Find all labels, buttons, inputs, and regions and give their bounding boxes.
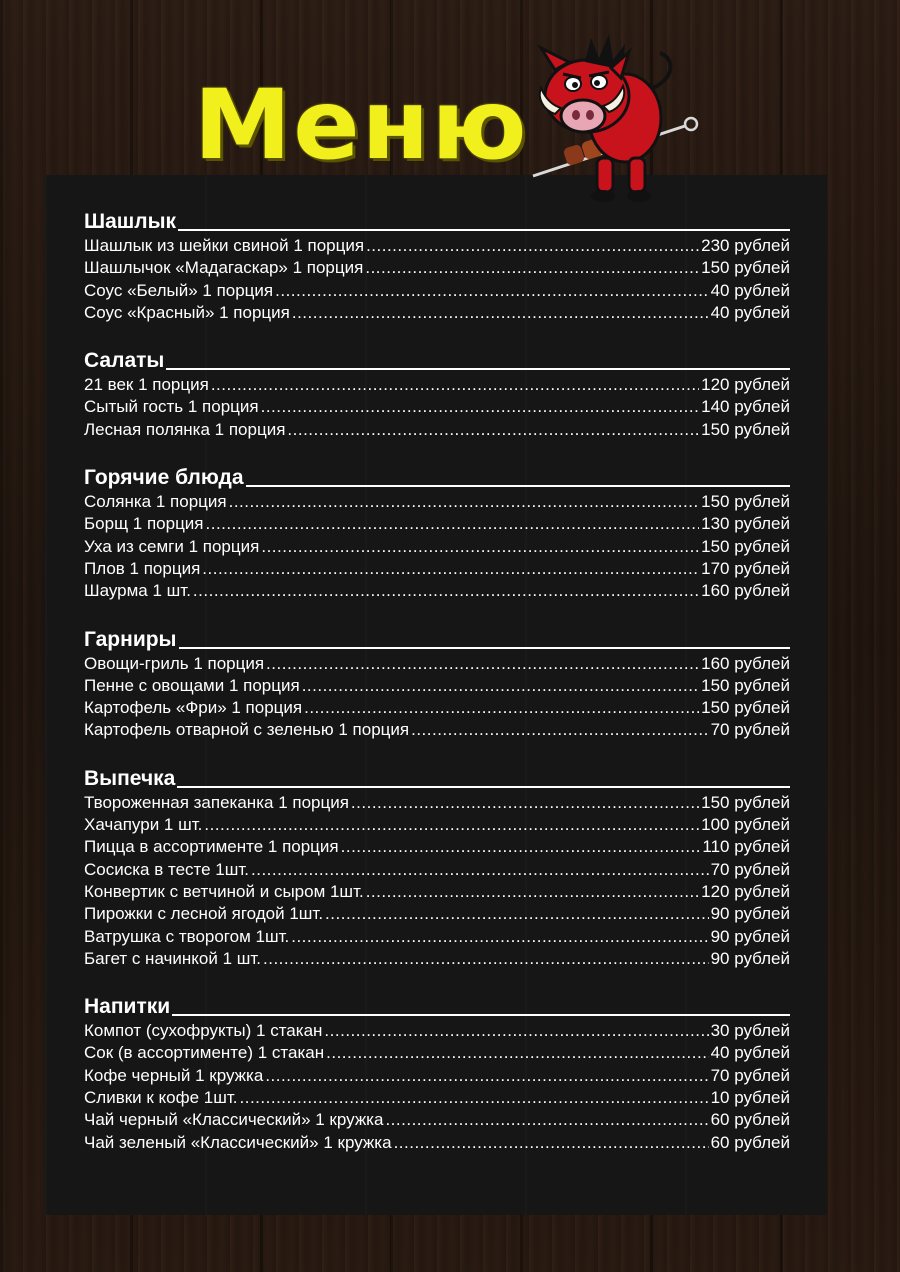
item-name: Пирожки с лесной ягодой 1шт. xyxy=(84,904,324,924)
item-name: Пицца в ассортименте 1 порция xyxy=(84,837,339,857)
dot-leader xyxy=(204,815,699,835)
section-header xyxy=(84,345,790,373)
item-name: Шаурма 1 шт. xyxy=(84,581,191,601)
item-name: Сок (в ассортименте) 1 стакан xyxy=(84,1043,325,1063)
dot-leader xyxy=(251,860,709,880)
item-name: Кофе черный 1 кружка xyxy=(84,1065,264,1085)
section-header xyxy=(84,991,790,1019)
item-price: 70 рублей xyxy=(710,859,790,879)
boar-with-skewer-icon xyxy=(525,18,705,208)
item-name: Соус «Красный» 1 порция xyxy=(84,302,290,322)
item-price: 60 рублей xyxy=(710,1132,790,1152)
item-price: 90 рублей xyxy=(710,926,790,946)
item-name: Хачапури 1 шт. xyxy=(84,815,203,835)
dot-leader xyxy=(266,654,699,674)
item-price: 40 рублей xyxy=(710,302,790,322)
menu-item xyxy=(84,420,790,442)
dot-leader xyxy=(326,1043,708,1063)
dot-leader xyxy=(411,720,708,740)
dot-leader xyxy=(385,1110,708,1130)
section-title: Салаты xyxy=(84,349,165,373)
item-price: 160 рублей xyxy=(701,581,790,601)
item-price: 30 рублей xyxy=(710,1021,790,1041)
item-price: 40 рублей xyxy=(710,280,790,300)
item-price: 150 рублей xyxy=(701,792,790,812)
section-underline xyxy=(246,485,790,487)
item-price: 110 рублей xyxy=(702,837,790,857)
item-price: 90 рублей xyxy=(710,904,790,924)
item-name: Компот (сухофрукты) 1 стакан xyxy=(84,1021,323,1041)
item-name: Конвертик с ветчиной и сыром 1шт. xyxy=(84,881,364,901)
item-name: Уха из семги 1 порция xyxy=(84,536,260,556)
item-name: Картофель отварной с зеленью 1 порция xyxy=(84,720,410,740)
menu-item xyxy=(84,303,790,325)
dot-leader xyxy=(325,904,709,924)
menu-item xyxy=(84,676,790,698)
section-header xyxy=(84,763,790,791)
menu-item xyxy=(84,1133,790,1155)
menu-section xyxy=(84,991,790,1155)
menu-section xyxy=(84,462,790,603)
menu-item xyxy=(84,537,790,559)
section-underline xyxy=(179,647,791,649)
dot-leader xyxy=(265,1066,708,1086)
menu-section xyxy=(84,206,790,325)
item-price: 150 рублей xyxy=(701,675,790,695)
dot-leader xyxy=(240,1088,709,1108)
dot-leader xyxy=(275,281,708,301)
dot-leader xyxy=(366,236,699,256)
item-name: Соус «Белый» 1 порция xyxy=(84,280,274,300)
dot-leader xyxy=(261,397,700,417)
section-underline xyxy=(166,368,790,370)
menu-item xyxy=(84,581,790,603)
item-price: 150 рублей xyxy=(701,258,790,278)
item-name: Твороженная запеканка 1 порция xyxy=(84,792,349,812)
menu-item xyxy=(84,860,790,882)
dot-leader xyxy=(365,258,699,278)
menu-title: Меню xyxy=(193,69,529,181)
dot-leader xyxy=(263,949,709,969)
item-price: 140 рублей xyxy=(701,397,790,417)
item-price: 10 рублей xyxy=(710,1088,790,1108)
dot-leader xyxy=(229,492,700,512)
item-name: Шашлык из шейки свиной 1 порция xyxy=(84,236,365,255)
item-price: 160 рублей xyxy=(701,653,790,673)
item-price: 70 рублей xyxy=(710,720,790,740)
dot-leader xyxy=(394,1133,709,1153)
dot-leader xyxy=(302,676,699,696)
item-name: Шашлычок «Мадагаскар» 1 порция xyxy=(84,258,364,278)
item-name: 21 век 1 порция xyxy=(84,375,209,395)
menu-item xyxy=(84,815,790,837)
menu-section xyxy=(84,624,790,743)
dot-leader xyxy=(304,698,699,718)
menu-item xyxy=(84,927,790,949)
menu-item xyxy=(84,258,790,280)
menu-item xyxy=(84,281,790,303)
item-price: 230 рублей xyxy=(701,236,790,255)
dot-leader xyxy=(211,375,699,395)
item-name: Багет с начинкой 1 шт. xyxy=(84,948,262,968)
item-price: 150 рублей xyxy=(701,536,790,556)
dot-leader xyxy=(193,581,699,601)
item-name: Солянка 1 порция xyxy=(84,492,227,512)
menu-item xyxy=(84,720,790,742)
item-price: 100 рублей xyxy=(701,815,790,835)
item-name: Лесная полянка 1 порция xyxy=(84,419,286,439)
section-underline xyxy=(177,786,790,788)
item-name: Сытый гость 1 порция xyxy=(84,397,259,417)
item-name: Овощи-гриль 1 порция xyxy=(84,653,265,673)
menu-section xyxy=(84,345,790,442)
menu-item xyxy=(84,793,790,815)
menu-item xyxy=(84,837,790,859)
item-name: Чай черный «Классический» 1 кружка xyxy=(84,1110,384,1130)
item-price: 90 рублей xyxy=(710,948,790,968)
item-price: 40 рублей xyxy=(710,1043,790,1063)
item-name: Сосиска в тесте 1шт. xyxy=(84,859,250,879)
dot-leader xyxy=(366,882,699,902)
menu-item xyxy=(84,514,790,536)
dot-leader xyxy=(351,793,699,813)
menu-item xyxy=(84,1021,790,1043)
menu-item xyxy=(84,375,790,397)
dot-leader xyxy=(291,927,708,947)
item-price: 150 рублей xyxy=(701,698,790,718)
section-title: Напитки xyxy=(84,995,171,1019)
dot-leader xyxy=(202,559,699,579)
item-price: 150 рублей xyxy=(701,492,790,512)
dot-leader xyxy=(206,514,700,534)
dot-leader xyxy=(292,303,709,323)
section-underline xyxy=(172,1014,790,1016)
section-title: Горячие блюда xyxy=(84,466,244,490)
item-name: Пенне с овощами 1 порция xyxy=(84,675,300,695)
item-price: 120 рублей xyxy=(701,375,790,395)
menu-item xyxy=(84,1088,790,1110)
item-name: Сливки к кофе 1шт. xyxy=(84,1088,238,1108)
menu-item xyxy=(84,1043,790,1065)
menu-item xyxy=(84,397,790,419)
item-price: 60 рублей xyxy=(710,1110,790,1130)
item-price: 150 рублей xyxy=(701,419,790,439)
menu-list xyxy=(84,206,790,1175)
section-title: Выпечка xyxy=(84,766,176,790)
dot-leader xyxy=(287,420,699,440)
menu-item xyxy=(84,882,790,904)
section-title: Шашлык xyxy=(84,210,177,233)
item-price: 130 рублей xyxy=(701,514,790,534)
item-name: Картофель «Фри» 1 порция xyxy=(84,698,303,718)
menu-item xyxy=(84,559,790,581)
item-name: Чай зеленый «Классический» 1 кружка xyxy=(84,1132,392,1152)
dot-leader xyxy=(341,837,701,857)
dot-leader xyxy=(324,1021,708,1041)
item-name: Плов 1 порция xyxy=(84,558,201,578)
menu-item xyxy=(84,949,790,971)
menu-item xyxy=(84,492,790,514)
menu-section xyxy=(84,763,790,971)
section-header xyxy=(84,206,790,234)
menu-item xyxy=(84,1110,790,1132)
menu-item xyxy=(84,904,790,926)
section-header xyxy=(84,624,790,652)
section-underline xyxy=(178,229,790,231)
menu-item xyxy=(84,236,790,258)
item-price: 120 рублей xyxy=(701,881,790,901)
item-price: 170 рублей xyxy=(701,558,790,578)
menu-item xyxy=(84,654,790,676)
item-price: 70 рублей xyxy=(710,1065,790,1085)
item-name: Борщ 1 порция xyxy=(84,514,204,534)
dot-leader xyxy=(261,537,699,557)
item-name: Ватрушка с творогом 1шт. xyxy=(84,926,290,946)
menu-item xyxy=(84,1066,790,1088)
section-header xyxy=(84,462,790,490)
section-title: Гарниры xyxy=(84,627,177,651)
menu-item xyxy=(84,698,790,720)
